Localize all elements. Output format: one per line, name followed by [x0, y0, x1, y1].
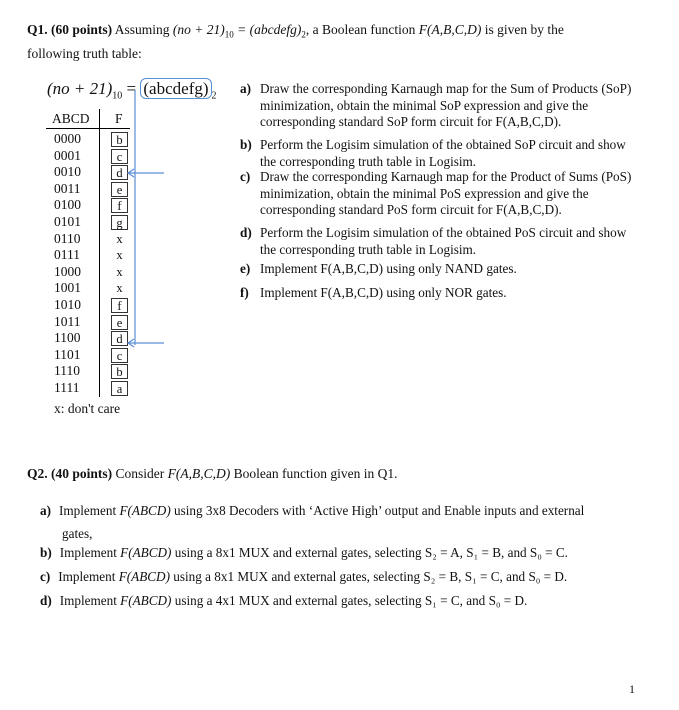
q2-part-d-label: d) — [40, 593, 52, 608]
truth-row-input: 1001 — [54, 280, 81, 296]
q2-part-c-label: c) — [40, 569, 51, 584]
q1-part-label: e) — [240, 261, 251, 276]
q1-part — [240, 137, 642, 170]
q2-part-a-cont: gates, — [62, 526, 93, 541]
q1-part-text: Perform the Logisim simulation of the obtained PoS circuit and show the corresponding truth table in Logisim. — [260, 225, 627, 257]
q1-intro-line2: following truth table: — [27, 46, 142, 61]
truth-row-output: x — [116, 281, 123, 296]
q2-part-d-post: using a 4x1 MUX and external gates, selecting S₁ = C, and S₀ = D. — [174, 593, 528, 608]
table-sub10: 10 — [112, 90, 123, 102]
truth-row-output: e — [111, 315, 128, 330]
truth-row-input: 0011 — [54, 180, 81, 196]
q1-intro-a: Assuming — [114, 22, 170, 37]
truth-row-output: x — [116, 231, 123, 246]
q2-part-b-func: F(ABCD) — [120, 545, 172, 560]
q1-part — [240, 169, 642, 219]
q2-part-b — [40, 545, 568, 561]
page-number: 1 — [629, 682, 635, 696]
q2-part-d-pre: Implement — [59, 593, 117, 608]
truth-row-input: 1010 — [54, 297, 81, 312]
q2-part-b-pre: Implement — [59, 545, 117, 560]
truth-row-output: d — [111, 165, 128, 180]
header-output: F — [115, 111, 123, 126]
q2-part-c — [40, 569, 567, 585]
q1-part — [240, 261, 642, 278]
q1-intro-c: is given by the — [484, 22, 564, 37]
q1-part-label: b) — [240, 137, 252, 152]
q1-intro-b: , a Boolean function — [305, 22, 416, 37]
truth-row-input: 1000 — [54, 263, 81, 279]
truth-row-output: c — [111, 149, 128, 164]
q2-part-c-post: using a 8x1 MUX and external gates, selecting S₂ = B, S₁ = C, and S₀ = D. — [173, 569, 568, 584]
truth-row-input: 0101 — [54, 214, 81, 229]
truth-row-output: f — [111, 298, 128, 313]
q2-part-d-func: F(ABCD) — [120, 593, 172, 608]
q2-part-b-post: using a 8x1 MUX and external gates, selecting S₂ = A, S₁ = B, and S₀ = C. — [174, 545, 568, 560]
truth-row-output: x — [116, 264, 123, 279]
q1-part — [240, 81, 642, 131]
q1-part-text: Implement F(A,B,C,D) using only NOR gates. — [260, 285, 507, 300]
q2-part-a-func: F(ABCD) — [119, 503, 171, 518]
q1-func: F(A,B,C,D) — [418, 22, 482, 37]
q2-intro-b: Boolean function given in Q1. — [233, 466, 398, 481]
q2-func: F(A,B,C,D) — [167, 466, 231, 481]
truth-row-input: 0100 — [54, 197, 81, 213]
truth-row-input: 1110 — [54, 363, 80, 379]
truth-row-output: d — [111, 331, 128, 346]
truth-row-input: 0111 — [54, 247, 80, 263]
q2-part-a — [40, 503, 584, 519]
truth-row-input: 0010 — [54, 164, 81, 180]
truth-row-output: e — [111, 182, 128, 197]
q1-expr-num: (no + 21) — [172, 22, 225, 37]
q1-part-label: d) — [240, 225, 252, 240]
truth-row-output: x — [116, 248, 123, 263]
q2-heading — [27, 466, 397, 482]
q2-intro-a: Consider — [115, 466, 165, 481]
q1-part-text: Draw the corresponding Karnaugh map for the Product of Sums (PoS) minimization, obtain the minimal PoS expression and give the corresponding standard PoS form circuit for F(A,B,C,D). — [260, 169, 632, 218]
truth-row-input: 0001 — [54, 147, 81, 163]
truth-row-input: 0000 — [54, 131, 81, 146]
q1-part-label: c) — [240, 169, 251, 184]
q2-part-a-post: using 3x8 Decoders with ‘Active High’ output and Enable inputs and external — [174, 503, 585, 518]
q1-part-text: Draw the corresponding Karnaugh map for the Sum of Products (SoP) minimization, obtain the minimal SoP expression and give the corresponding standard SoP form circuit for F(A,B,C,D). — [260, 81, 632, 130]
truth-row-output: f — [111, 198, 128, 213]
q2-part-a-pre: Implement — [59, 503, 117, 518]
table-expr-rhs: (abcdefg) — [140, 78, 211, 99]
truth-row-input: 1100 — [54, 330, 81, 346]
q1-eq: = (abcdefg) — [237, 22, 302, 37]
q2-part-c-func: F(ABCD) — [118, 569, 170, 584]
truth-row-output: b — [111, 364, 128, 379]
truth-row-input: 0110 — [54, 230, 81, 246]
truth-row-input: 1011 — [54, 313, 81, 329]
table-expr-lhs: (no + 21) — [47, 79, 113, 98]
q2-label: Q2. (40 points) — [27, 466, 113, 481]
q1-part-text: Perform the Logisim simulation of the obtained SoP circuit and show the corresponding truth table in Logisim. — [260, 137, 626, 169]
truth-row-output: a — [111, 381, 128, 396]
q1-part-label: f) — [240, 285, 249, 300]
q1-label: Q1. (60 points) — [27, 22, 113, 37]
q2-part-d — [40, 593, 527, 609]
q2-part-a-label: a) — [40, 503, 51, 518]
header-input: ABCD — [52, 111, 90, 126]
q1-sub2: 2 — [301, 29, 306, 40]
truth-row-output: b — [111, 132, 128, 147]
truth-row-output: c — [111, 348, 128, 363]
q1-part — [240, 285, 642, 302]
q2-part-b-label: b) — [40, 545, 52, 560]
table-sub2: 2 — [211, 90, 217, 102]
dont-care-note: x: don't care — [54, 401, 121, 416]
q1-part-text: Implement F(A,B,C,D) using only NAND gates. — [260, 261, 517, 276]
q2-part-c-pre: Implement — [58, 569, 116, 584]
truth-row-input: 1101 — [54, 346, 81, 362]
q1-part — [240, 225, 642, 258]
q1-sub10: 10 — [224, 29, 234, 40]
truth-row-input: 1111 — [54, 380, 80, 395]
truth-row-output: g — [111, 215, 128, 230]
q1-part-label: a) — [240, 81, 251, 96]
table-equals: = — [126, 79, 137, 98]
